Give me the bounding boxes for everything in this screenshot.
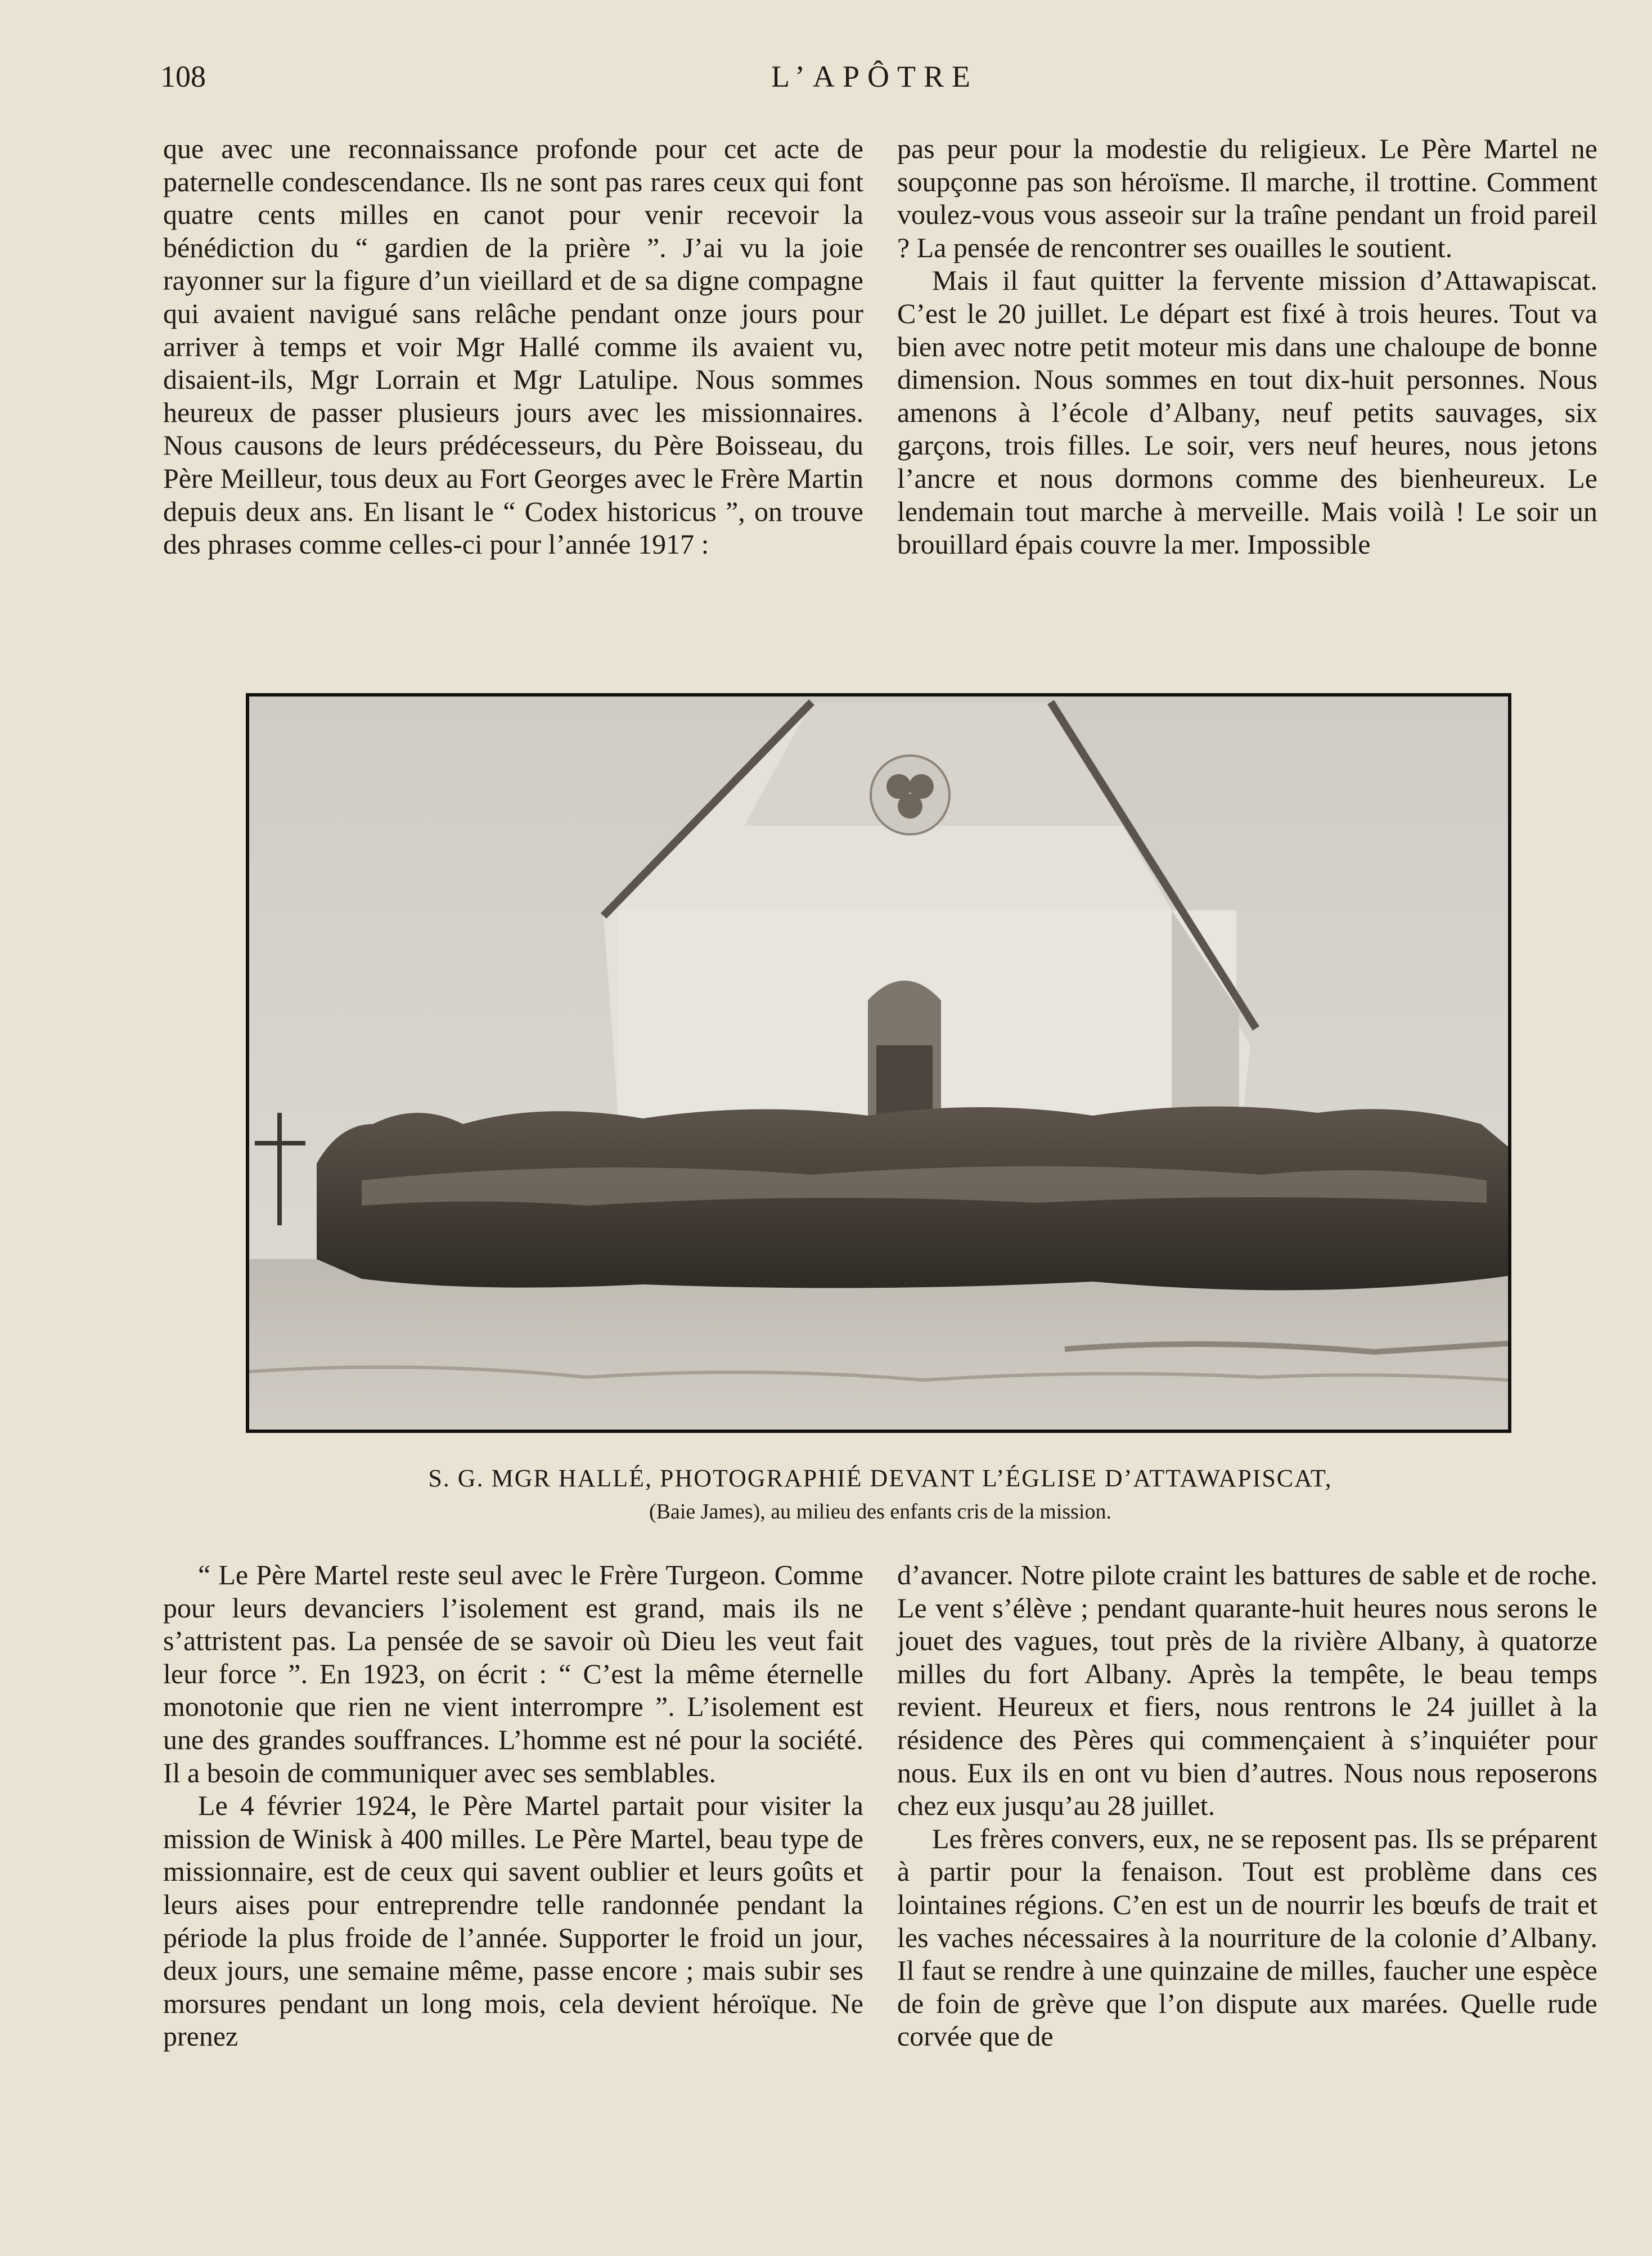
bottom-right-column: [897, 1558, 1597, 2053]
figure-caption-subtitle: (Baie James), au milieu des enfants cris de la mission.: [649, 1500, 1112, 1524]
paragraph: “ Le Père Martel reste seul avec le Frère Turgeon. Comme pour leurs devanciers l’isolement est grand, mais ils ne s’attristent pas. La pensée de se savoir où Dieu les veut fait leur force ”. En 1923, on écrit : “ C’est la même éternelle monotonie que rien ne vient interrompre ”. L’isolement est une des grandes souffrances. L’homme est né pour la société. Il a besoin de communiquer avec ses semblables.: [163, 1559, 863, 1788]
paragraph: d’avancer. Notre pilote craint les battures de sable et de roche. Le vent s’élève ; pendant quarante-huit heures nous serons le jouet des vagues, tout près de la rivière Albany, à quatorze milles du fort Albany. Après la tempête, le beau temps revient. Heureux et fiers, nous rentrons le 24 juillet à la résidence des Pères qui commençaient à s’inquiéter pour nous. Eux ils en ont vu bien d’autres. Nous nous reposerons chez eux jusqu’au 28 juillet.: [897, 1559, 1597, 1822]
paragraph: Le 4 février 1924, le Père Martel partait pour visiter la mission de Winisk à 400 milles. Le Père Martel, beau type de missionnaire, est de ceux qui savent oublier et leurs goûts et leurs aises pour entreprendre telle randonnée pendant la période la plus froide de l’année. Supporter le froid un jour, deux jours, une semaine même, passe encore ; mais subir ses morsures pendant un long mois, cela devient héroïque. Ne prenez: [163, 1790, 863, 2052]
running-head: [160, 59, 1589, 98]
paragraph: Mais il faut quitter la fervente mission d’Attawapiscat. C’est le 20 juillet. Le départ est fixé à trois heures. Tout va bien avec notre petit moteur mis dans une chaloupe de bonne dimension. Nous sommes en tout dix-huit personnes. Nous amenons à l’école d’Albany, neuf petits sauvages, six garçons, trois filles. Le soir, vers neuf heures, nous jetons l’ancre et nous dormons comme des bienheureux. Le lendemain tout marche à merveille. Mais voilà ! Le soir un brouillard épais couvre la mer. Impossible: [897, 264, 1597, 560]
figure-caption: S. G. MGR HALLÉ, PHOTOGRAPHIÉ DEVANT L’ÉGLISE D’ATTAWAPISCAT,: [428, 1464, 1333, 1492]
top-left-column: [163, 132, 863, 561]
journal-title: L’APÔTRE: [771, 60, 979, 93]
bottom-left-column: [163, 1558, 863, 2053]
paragraph: que avec une reconnaissance profonde pour cet acte de paternelle condescendance. Ils ne sont pas rares ceux qui font quatre cents milles en canot pour venir recevoir la bénédiction du “ gardien de la prière ”. J’ai vu la joie rayonner sur la figure d’un vieillard et de sa digne compagne qui avaient navigué sans relâche pendant onze jours pour arriver à temps et voir Mgr Hallé comme ils avaient vu, disaient-ils, Mgr Lorrain et Mgr Latulipe. Nous sommes heureux de passer plusieurs jours avec les missionnaires. Nous causons de leurs prédécesseurs, du Père Boisseau, du Père Meilleur, tous deux au Fort Georges avec le Frère Martin depuis deux ans. En lisant le “ Codex historicus ”, on trouve des phrases comme celles-ci pour l’année 1917 :: [163, 133, 863, 560]
top-right-column: [897, 132, 1597, 561]
paragraph: Les frères convers, eux, ne se reposent pas. Ils se préparent à partir pour la fenaison. Tout est problème dans ces lointaines régions. C’en est un de nourrir les bœufs de trait et les vaches nécessaires à la nourriture de la colonie d’Albany. Il faut se rendre à une quinzaine de milles, faucher une espèce de foin de grève que l’on dispute aux marées. Quelle rude corvée que de: [897, 1822, 1597, 2052]
photo-illustration: [249, 696, 1508, 1430]
paragraph: pas peur pour la modestie du religieux. Le Père Martel ne soupçonne pas son héroïsme. Il marche, il trottine. Comment voulez-vous vous asseoir sur la traîne pendant un froid pareil ? La pensée de rencontrer ses ouailles le soutient.: [897, 133, 1597, 263]
church-photograph: [246, 693, 1511, 1433]
page-number: 108: [160, 60, 206, 93]
